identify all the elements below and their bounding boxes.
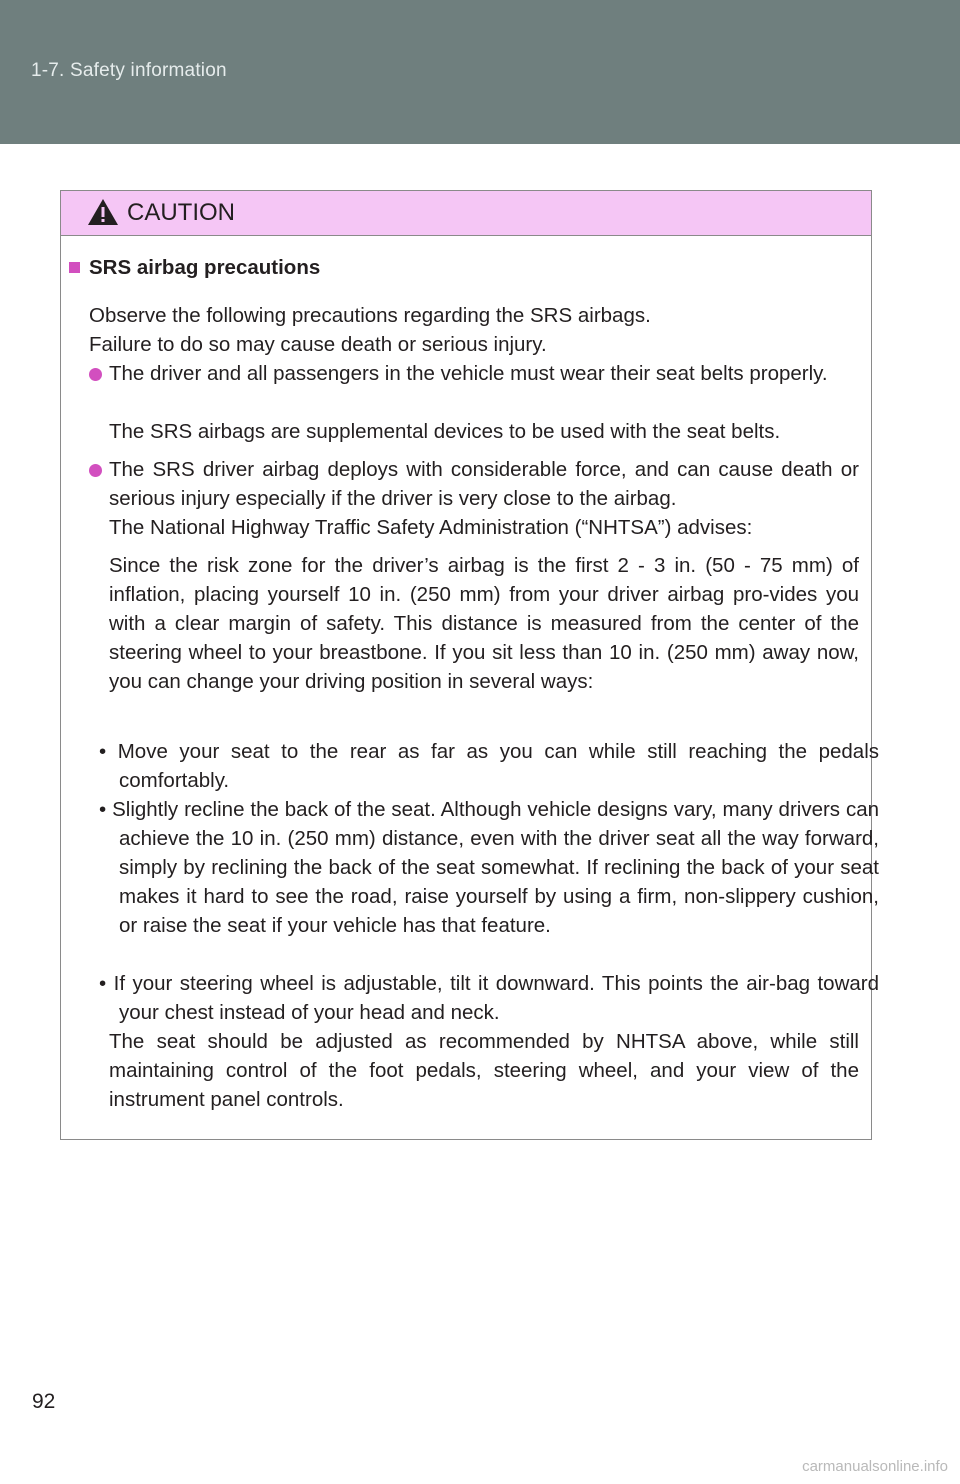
section-title bbox=[69, 253, 320, 282]
section-heading: 1-7. Safety information bbox=[31, 60, 227, 81]
way-item-2: • Slightly recline the back of the seat. Although vehicle designs vary, many drivers can achieve the 10 in. (250 mm) distance, even with the driver seat all the way forward, simply by reclining the back of the seat somewhat. If reclining the back of your seat makes it hard to see the road, raise yourself by using a firm, non-slippery cushion, or raise the seat if your vehicle has that feature. bbox=[99, 798, 880, 937]
way-item-3: • If your steering wheel is adjustable, tilt it downward. This points the air-bag toward your chest instead of your head and neck. bbox=[99, 972, 880, 1024]
closing-paragraph: The seat should be adjusted as recommended by NHTSA above, while still maintaining control of the foot pedals, steering wheel, and your view of the instrument panel controls. bbox=[109, 1030, 859, 1111]
caution-header bbox=[61, 191, 871, 236]
intro-line-2: Failure to do so may cause death or serious injury. bbox=[89, 333, 547, 356]
page-header bbox=[0, 0, 960, 144]
page-number: 92 bbox=[32, 1390, 56, 1413]
way-item-1: • Move your seat to the rear as far as you can while still reaching the pedals comfortably. bbox=[99, 740, 880, 792]
item-1-text: The driver and all passengers in the vehicle must wear their seat belts properly. bbox=[109, 362, 828, 385]
way-item-3-text: If your steering wheel is adjustable, tilt it downward. This points the air-bag toward your chest instead of your head and neck. bbox=[113, 972, 880, 1024]
intro-line-1: Observe the following precautions regarding the SRS airbags. bbox=[89, 304, 651, 327]
item-2-text: The SRS driver airbag deploys with considerable force, and can cause death or serious injury especially if the driver is very close to the airbag. bbox=[109, 458, 859, 510]
circle-bullet-icon bbox=[89, 464, 102, 477]
way-item-2-text: Slightly recline the back of the seat. Although vehicle designs vary, many drivers can achieve the 10 in. (250 mm) distance, even with the driver seat all the way forward, simply by reclining the back of the seat somewhat. If reclining the back of your seat makes it hard to see the road, raise yourself by using a firm, non-slippery cushion, or raise the seat if your vehicle has that feature. bbox=[112, 798, 880, 937]
warning-triangle-icon bbox=[87, 198, 119, 226]
nhtsa-paragraph: Since the risk zone for the driver’s airbag is the first 2 - 3 in. (50 - 75 mm) of inflation, placing yourself 10 in. (250 mm) from your driver airbag pro-vides you with a clear margin of safety. This distance is measured from the center of the steering wheel to your breastbone. If you sit less than 10 in. (250 mm) away now, you can change your driving position in several ways: bbox=[109, 554, 859, 693]
caution-title: CAUTION bbox=[127, 199, 235, 226]
item-2-extra: The National Highway Traffic Safety Administration (“NHTSA”) advises: bbox=[109, 516, 753, 539]
square-bullet-icon bbox=[69, 262, 80, 273]
caution-box bbox=[60, 190, 880, 1140]
section-title-text: SRS airbag precautions bbox=[89, 256, 321, 279]
circle-bullet-icon bbox=[89, 368, 102, 381]
item-1-extra: The SRS airbags are supplemental devices to be used with the seat belts. bbox=[109, 420, 781, 443]
way-item-1-text: Move your seat to the rear as far as you can while still reaching the pedals comfortably. bbox=[117, 740, 880, 792]
watermark: carmanualsonline.info bbox=[802, 1458, 948, 1475]
